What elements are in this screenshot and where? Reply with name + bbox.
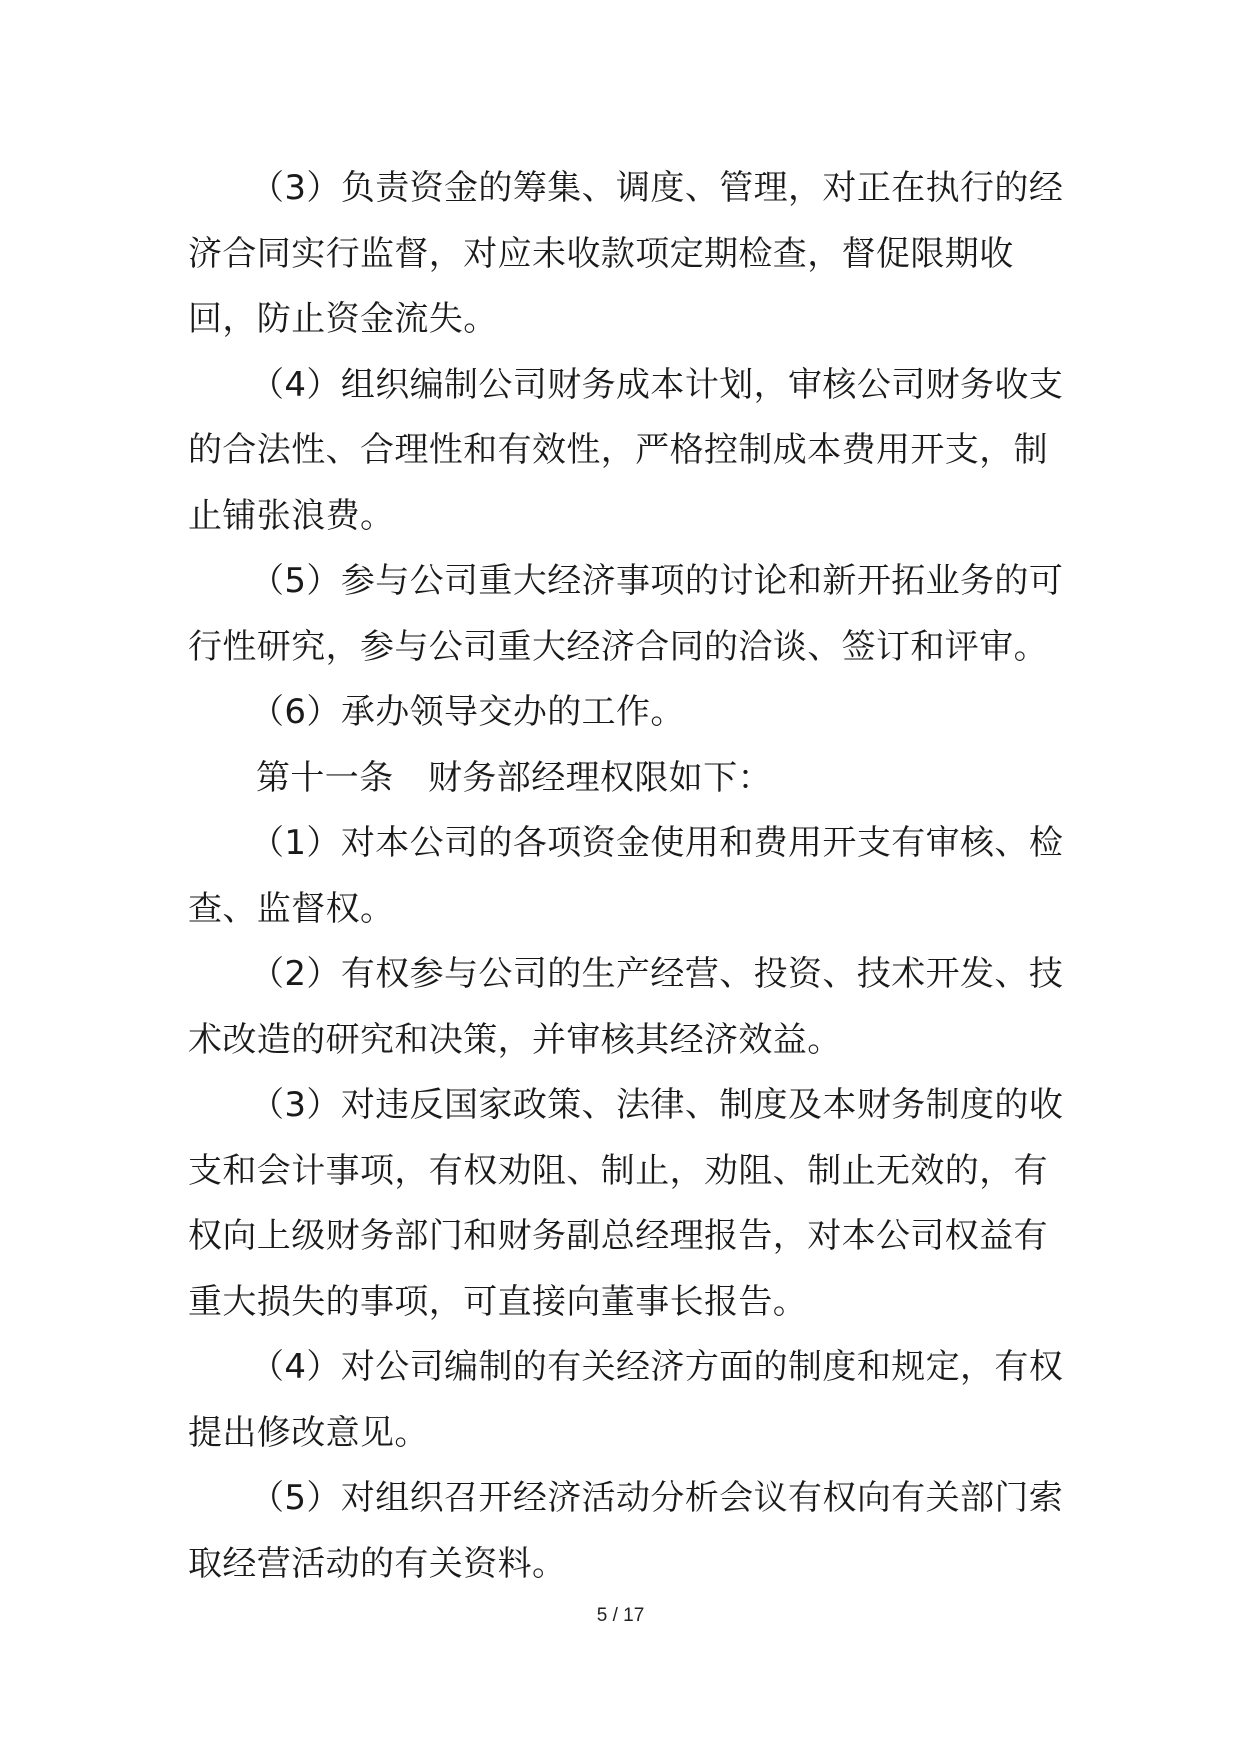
page-number: 5 / 17 (596, 1605, 645, 1626)
paragraph-duty-3: （3）负责资金的筹集、调度、管理，对正在执行的经济合同实行监督，对应未收款项定期检查，督促限期收回，防止资金流失。 (188, 168, 1064, 339)
paragraph-duty-5: （5）参与公司重大经济事项的讨论和新开拓业务的可行性研究，参与公司重大经济合同的洽谈、签订和评审。 (188, 561, 1064, 667)
paragraph-authority-5: （5）对组织召开经济活动分析会议有权向有关部门索取经营活动的有关资料。 (188, 1478, 1064, 1584)
paragraph-duty-4: （4）组织编制公司财务成本计划，审核公司财务收支的合法性、合理性和有效性，严格控制成本费用开支，制止铺张浪费。 (188, 364, 1064, 536)
article-heading-11: 第十一条 财务部经理权限如下： (256, 757, 772, 798)
paragraph-authority-2: （2）有权参与公司的生产经营、投资、技术开发、技术改造的研究和决策，并审核其经济效益。 (188, 954, 1064, 1060)
document-body (188, 156, 1068, 1597)
paragraph-duty-6: （6）承办领导交办的工作。 (250, 692, 685, 732)
paragraph-authority-1: （1）对本公司的各项资金使用和费用开支有审核、检查、监督权。 (188, 823, 1064, 929)
paragraph-authority-3: （3）对违反国家政策、法律、制度及本财务制度的收支和会计事项，有权劝阻、制止，劝阻、制止无效的，有权向上级财务部门和财务副总经理报告，对本公司权益有重大损失的事项，可直接向董事长报告。 (188, 1085, 1064, 1322)
paragraph-authority-4: （4）对公司编制的有关经济方面的制度和规定，有权提出修改意见。 (188, 1347, 1064, 1453)
